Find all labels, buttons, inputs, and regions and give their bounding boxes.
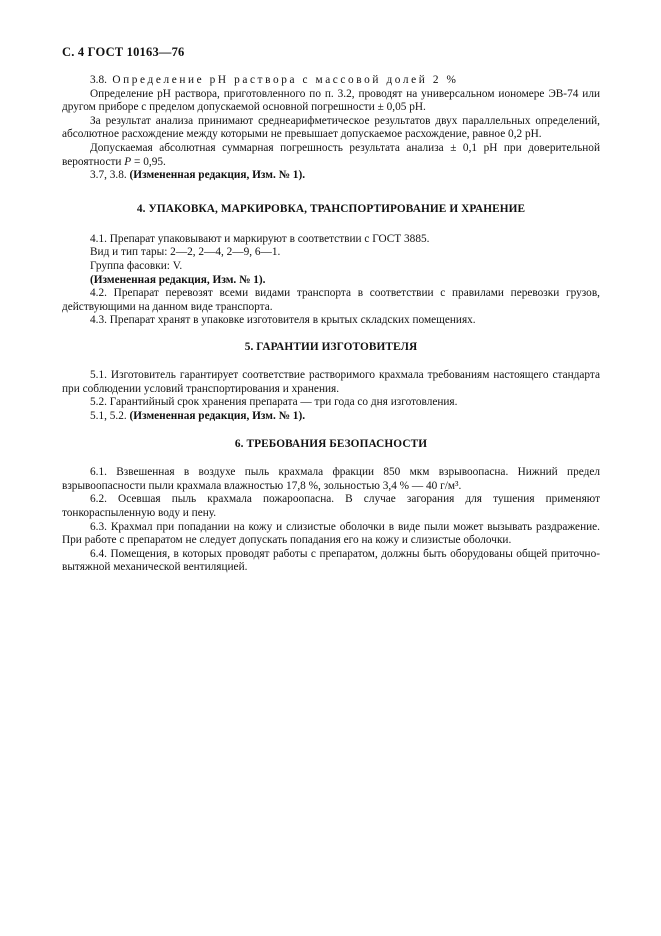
clause-5-1: 5.1. Изготовитель гарантирует соответствие растворимого крахмала требованиям настоящего стандарта при соблюдении условий транспортирования и хранения. bbox=[62, 368, 600, 395]
section-4-title: 4. УПАКОВКА, МАРКИРОВКА, ТРАНСПОРТИРОВАНИЕ И ХРАНЕНИЕ bbox=[136, 202, 526, 215]
clause-3-8-heading: Определение рН раствора с массовой долей 2 % bbox=[112, 74, 459, 86]
document-page bbox=[62, 44, 600, 575]
edit-note-label-5: (Измененная редакция, Изм. № 1). bbox=[129, 409, 306, 422]
clause-3-8-text-3 bbox=[62, 142, 600, 169]
edit-note-ref: 3.7, 3.8. bbox=[90, 169, 127, 182]
clause-4-2: 4.2. Препарат перевозят всеми видами транспорта в соответствии с правилами перевозки грузов, действующими на данном виде транспорта. bbox=[62, 287, 600, 313]
clause-3-8-text-1: Определение рН раствора, приготовленного по п. 3.2, проводят на универсальном иономере ЭВ-74 или другом приборе с пределом допускаемой основной погрешности ± 0,05 рН. bbox=[62, 87, 600, 114]
clause-4-1: 4.1. Препарат упаковывают и маркируют в соответствии с ГОСТ 3885. bbox=[90, 232, 430, 245]
clause-3-8-text-3-pre: Допускаемая абсолютная суммарная погрешность результата анализа ± 0,1 рН при доверительной вероятности bbox=[62, 141, 600, 168]
clause-4-1-packing-group: Группа фасовки: V. bbox=[90, 259, 183, 272]
section-5-title: 5. ГАРАНТИИ ИЗГОТОВИТЕЛЯ bbox=[244, 340, 418, 353]
clause-5-edit-note bbox=[62, 410, 600, 424]
clause-5-2: 5.2. Гарантийный срок хранения препарата — три года со дня изготовления. bbox=[90, 396, 458, 409]
clause-3-8-text-3-post: = 0,95. bbox=[131, 155, 166, 168]
clause-3-8-title bbox=[62, 74, 600, 88]
clause-4-1-edit-note: (Измененная редакция, Изм. № 1). bbox=[90, 273, 266, 286]
clause-6-2: 6.2. Осевшая пыль крахмала пожароопасна. В случае загорания для тушения применяют тонкораспыленную воду и пену. bbox=[62, 493, 600, 520]
clause-6-3: 6.3. Крахмал при попадании на кожу и слизистые оболочки в виде пыли может вызывать раздражение. При работе с препаратом не следует допускать попадания его на кожу и слизистые оболочки. bbox=[62, 520, 600, 547]
clause-6-1: 6.1. Взвешенная в воздухе пыль крахмала фракции 850 мкм взрывоопасна. Нижний предел взрывоопасности пыли крахмала влажностью 17,8 %, зольностью 3,4 % — 40 г/м³. bbox=[62, 466, 600, 492]
clause-3-8-text-2: За результат анализа принимают среднеарифметическое результатов двух параллельных определений, абсолютное расхождение между которыми не превышает допускаемое расхождение, равное 0,2 рН. bbox=[62, 114, 600, 141]
clause-4-1-container-type: Вид и тип тары: 2—2, 2—4, 2—9, 6—1. bbox=[90, 246, 281, 259]
clause-4-3: 4.3. Препарат хранят в упаковке изготовителя в крытых складских помещениях. bbox=[90, 314, 476, 327]
clause-6-4: 6.4. Помещения, в которых проводят работы с препаратом, должны быть оборудованы общей приточно-вытяжной механической вентиляцией. bbox=[62, 547, 600, 574]
page-header: С. 4 ГОСТ 10163—76 bbox=[62, 45, 185, 59]
probability-variable: P bbox=[124, 155, 132, 168]
clause-3-8-number: 3.8. bbox=[90, 74, 107, 86]
edit-note-ref-5: 5.1, 5.2. bbox=[90, 409, 127, 422]
clause-3-7-edit-note bbox=[62, 169, 600, 183]
edit-note-label: (Измененная редакция, Изм. № 1). bbox=[129, 169, 306, 182]
section-6-title: 6. ТРЕБОВАНИЯ БЕЗОПАСНОСТИ bbox=[234, 438, 428, 451]
